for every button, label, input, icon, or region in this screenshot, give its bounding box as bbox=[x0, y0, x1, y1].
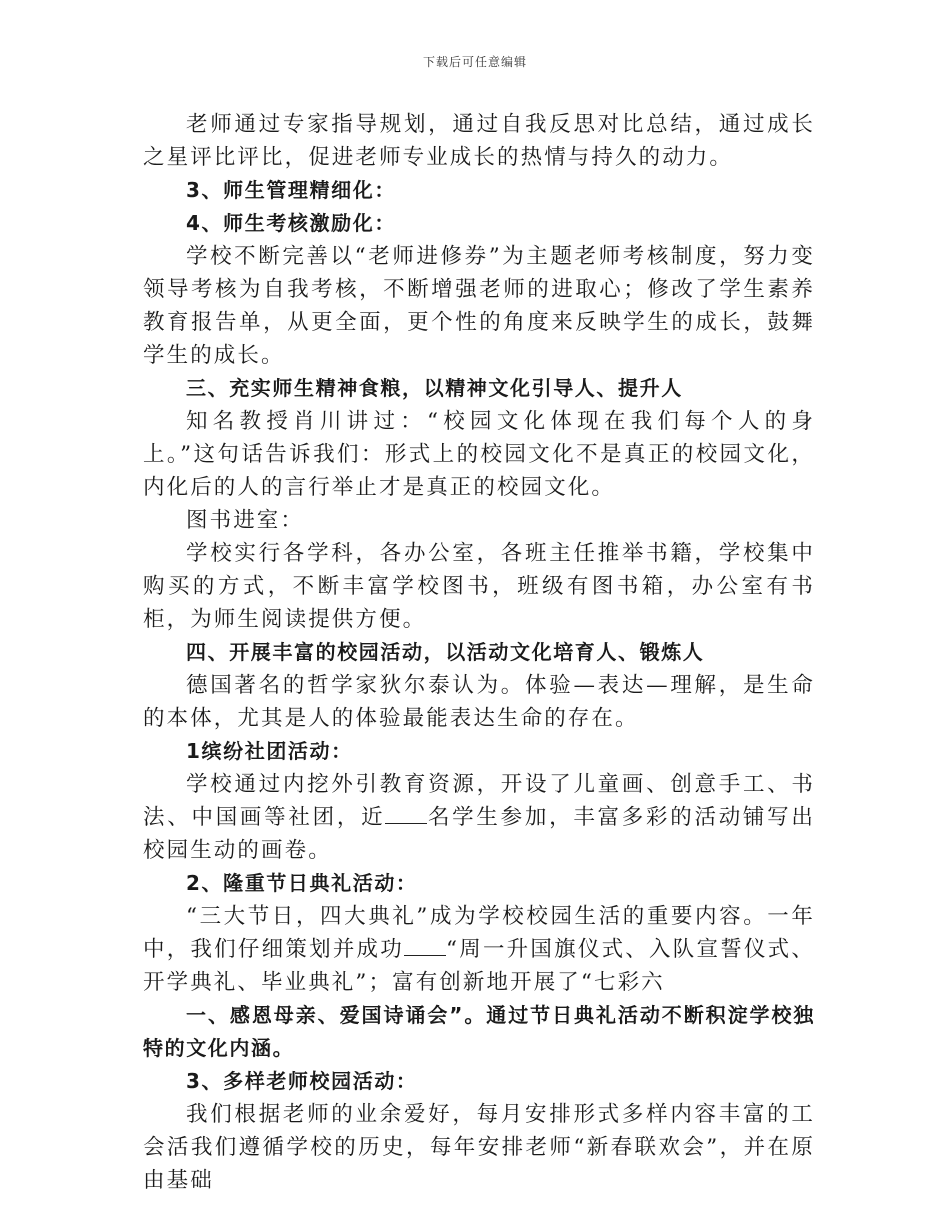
fill-in-blank bbox=[385, 805, 427, 824]
heading-section-three: 三、充实师生精神食粮，以精神文化引导人、提升人 bbox=[186, 376, 683, 400]
paragraph-festivals bbox=[143, 900, 815, 999]
paragraph-dilthey: 德国著名的哲学家狄尔泰认为。体验—表达—理解，是生命的本体，尤其是人的体验最能表达生命的存在。 bbox=[143, 673, 815, 731]
paragraph-assessment: 学校不断完善以“老师进修券”为主题老师考核制度，努力变领导考核为自我考核，不断增强老师的进取心；修改了学生素养教育报告单，从更全面，更个性的角度来反映学生的成长，鼓舞学生的成长。 bbox=[143, 244, 815, 368]
paragraph-festivals-part1: “三大节日，四大典礼”成为学校校园生活的重要内容。一年中，我们仔细策划并成功 bbox=[143, 904, 815, 962]
heading-assessment: 4、师生考核激励化： bbox=[186, 211, 396, 235]
heading-management: 3、师生管理精细化： bbox=[186, 178, 396, 202]
paragraph-clubs-part1: 学校通过内挖外引教育资源，开设了儿童画、创意手工、书法、中国画等社团，近 bbox=[143, 772, 815, 830]
header-note: 下载后可任意编辑 bbox=[422, 55, 527, 69]
paragraph-festivals-part2: “周一升国旗仪式、入队宣誓仪式、开学典礼、毕业典礼”；富有创新地开展了“七彩六 bbox=[143, 937, 815, 995]
paragraph-campus-culture: 知名教授肖川讲过：“校园文化体现在我们每个人的身上。”这句话告诉我们：形式上的校园文化不是真正的校园文化，内化后的人的言行举止才是真正的校园文化。 bbox=[143, 409, 815, 500]
document-body bbox=[143, 108, 815, 1197]
label-books-in-classroom: 图书进室： bbox=[186, 508, 305, 533]
paragraph-teacher-growth: 老师通过专家指导规划，通过自我反思对比总结，通过成长之星评比评比，促进老师专业成长的热情与持久的动力。 bbox=[143, 112, 815, 170]
heading-teacher-activities: 3、多样老师校园活动： bbox=[186, 1069, 418, 1093]
paragraph-books: 学校实行各学科，各办公室，各班主任推举书籍，学校集中购买的方式，不断丰富学校图书，班级有图书箱，办公室有书柜，为师生阅读提供方便。 bbox=[143, 541, 815, 632]
fill-in-blank bbox=[404, 937, 446, 956]
heading-clubs: 1缤纷社团活动： bbox=[186, 739, 353, 763]
paragraph-festival-conclusion: 一、感恩母亲、爱国诗诵会”。通过节日典礼活动不断积淀学校独特的文化内涵。 bbox=[143, 1003, 815, 1060]
paragraph-teacher-activities: 我们根据老师的业余爱好，每月安排形式多样内容丰富的工会活我们遵循学校的历史，每年安排老师“新春联欢会”，并在原由基础 bbox=[143, 1102, 815, 1193]
heading-festivals: 2、隆重节日典礼活动： bbox=[186, 871, 418, 895]
paragraph-clubs-part2: 名学生参加，丰富多彩的活动铺写出校园生动的画卷。 bbox=[143, 805, 815, 863]
heading-section-four: 四、开展丰富的校园活动，以活动文化培育人、锻炼人 bbox=[186, 640, 705, 664]
paragraph-clubs bbox=[143, 768, 815, 867]
